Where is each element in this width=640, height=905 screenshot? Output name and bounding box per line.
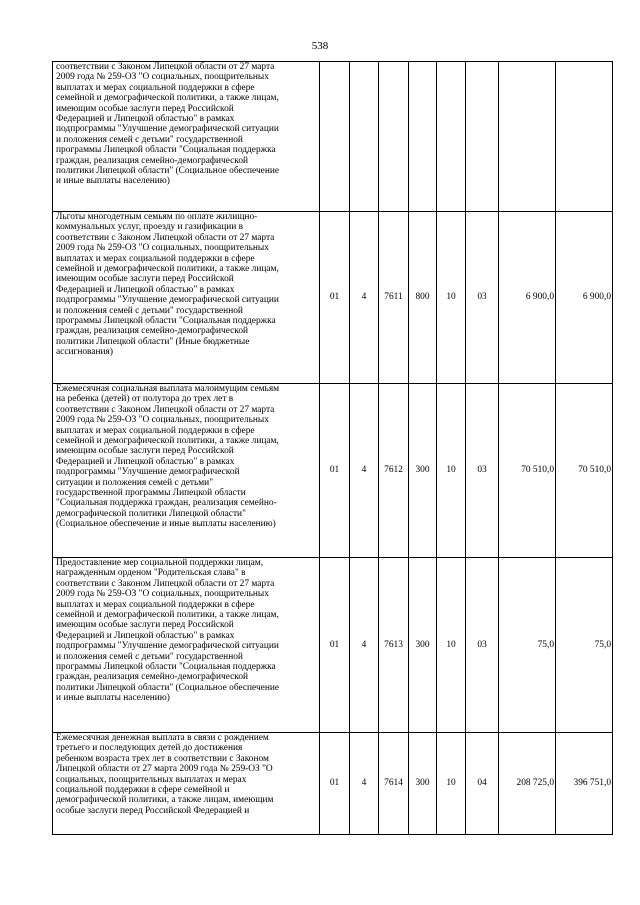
cell-code-6 [466,62,499,212]
cell-code-4: 800 [409,212,437,384]
cell-value-1: 70 510,0 [499,384,556,558]
cell-code-3 [379,62,409,212]
cell-value-2: 396 751,0 [556,733,613,835]
cell-value-1 [499,62,556,212]
cell-code-5 [437,62,466,212]
row-description: Льготы многодетным семьям по оплате жилищно- коммунальных услуг, проезду и газификации в соответствии с Законом Липецкой области от 27 марта 2009 года № 259-ОЗ "О социальных, поощрительных выплатах и мерах социальной поддержки в сфере семейной и демографической политики, а также лицам, имеющим особые заслуги перед Российской Федерацией и Липецкой областью" в рамках подпрограммы "Улучшение демографической ситуации и положения семей с детьми" государственной программы Липецкой области "Социальная поддержка граждан, реализация семейно-демографической политики Липецкой области" (Иные бюджетные ассигнования) [53,212,320,384]
cell-value-2: 6 900,0 [556,212,613,384]
cell-value-2 [556,62,613,212]
cell-code-1: 01 [320,384,350,558]
cell-code-6: 03 [466,384,499,558]
cell-code-2 [350,62,379,212]
cell-code-3: 7611 [379,212,409,384]
cell-code-5: 10 [437,384,466,558]
cell-code-1: 01 [320,733,350,835]
cell-code-6: 04 [466,733,499,835]
row-description: Ежемесячная социальная выплата малоимущим семьям на ребенка (детей) от полутора до трех лет в соответствии с Законом Липецкой области от 27 марта 2009 года № 259-ОЗ "О социальных, поощрительных выплатах и мерах социальной поддержки в сфере семейной и демографической политики, а также лицам, имеющим особые заслуги перед Российской Федерацией и Липецкой областью" в рамках подпрограммы "Улучшение демографической ситуации и положения семей с детьми" государственной программы Липецкой области "Социальная поддержка граждан, реализация семейно- демографической политики Липецкой области" (Социальное обеспечение и иные выплаты населению) [53,384,320,558]
cell-code-3: 7612 [379,384,409,558]
row-description: соответствии с Законом Липецкой области от 27 марта 2009 года № 259-ОЗ "О социальных, поощрительных выплатах и мерах социальной поддержки в сфере семейной и демографической политики, а также лицам, имеющим особые заслуги перед Российской Федерацией и Липецкой областью" в рамках подпрограммы "Улучшение демографической ситуации и положения семей с детьми" государственной программы Липецкой области "Социальная поддержка граждан, реализация семейно-демографической политики Липецкой области" (Социальное обеспечение и иные выплаты населению) [53,62,320,212]
row-description: Ежемесячная денежная выплата в связи с рождением третьего и последующих детей до достижения ребенком возраста трех лет в соответствии с Законом Липецкой области от 27 марта 2009 года № 259-ОЗ "О социальных, поощрительных выплатах и мерах социальной поддержки в сфере семейной и демографической политики, а также лицам, имеющим особые заслуги перед Российской Федерацией и [53,733,320,835]
table-row [53,62,613,212]
cell-code-2: 4 [350,733,379,835]
cell-code-1 [320,62,350,212]
cell-code-1: 01 [320,212,350,384]
cell-code-1: 01 [320,558,350,733]
table-row [53,384,613,558]
page-number: 538 [311,40,329,52]
cell-code-5: 10 [437,558,466,733]
cell-code-4: 300 [409,384,437,558]
cell-value-2: 75,0 [556,558,613,733]
cell-code-6: 03 [466,558,499,733]
cell-code-3: 7614 [379,733,409,835]
cell-value-1: 208 725,0 [499,733,556,835]
cell-code-5: 10 [437,733,466,835]
table-row [53,733,613,835]
cell-code-6: 03 [466,212,499,384]
cell-code-2: 4 [350,212,379,384]
cell-value-1: 6 900,0 [499,212,556,384]
budget-table [52,61,613,835]
table-row [53,558,613,733]
cell-code-4: 300 [409,558,437,733]
row-description: Предоставление мер социальной поддержки лицам, награжденным орденом "Родительская слава" в соответствии с Законом Липецкой области от 27 марта 2009 года № 259-ОЗ "О социальных, поощрительных выплатах и мерах социальной поддержки в сфере семейной и демографической политики, а также лицам, имеющим особые заслуги перед Российской Федерацией и Липецкой областью" в рамках подпрограммы "Улучшение демографической ситуации и положения семей с детьми" государственной программы Липецкой области "Социальная поддержка граждан, реализация семейно-демографической политики Липецкой области" (Социальное обеспечение и иные выплаты населению) [53,558,320,733]
cell-code-4: 300 [409,733,437,835]
cell-code-3: 7613 [379,558,409,733]
cell-code-2: 4 [350,558,379,733]
cell-code-4 [409,62,437,212]
cell-value-1: 75,0 [499,558,556,733]
cell-code-5: 10 [437,212,466,384]
cell-code-2: 4 [350,384,379,558]
cell-value-2: 70 510,0 [556,384,613,558]
table-row [53,212,613,384]
